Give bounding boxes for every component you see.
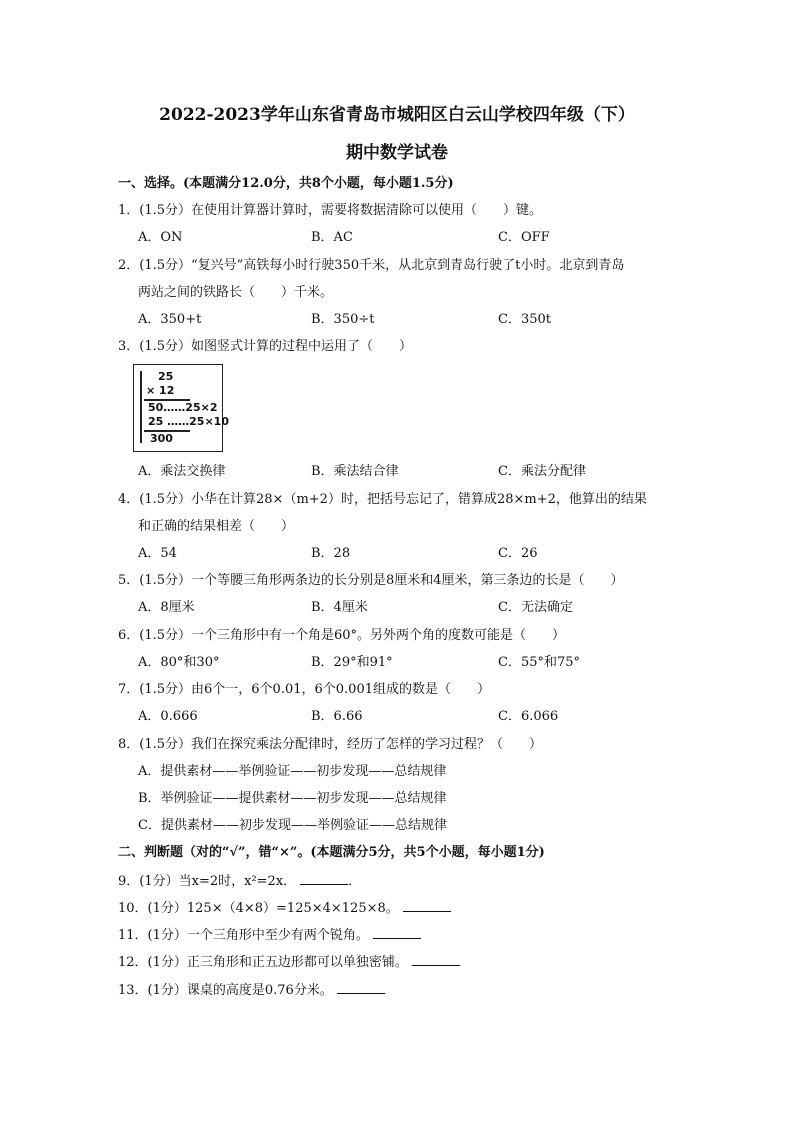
q12-row xyxy=(118,953,460,972)
q2-stem-line-1: 2．(1.5分）“复兴号”高铁每小时行驶350千米，从北京到青岛行驶了t小时。北京到青岛 xyxy=(118,258,625,273)
q2-option-a: A．350+t xyxy=(138,312,202,327)
title-line-2: 期中数学试卷 xyxy=(346,143,448,163)
q1-stem: 1．(1.5分）在使用计算器计算时，需要将数据清除可以使用（ ）键。 xyxy=(118,203,543,218)
q6-option-c: C．55°和75° xyxy=(498,655,581,670)
q13-answer-blank[interactable] xyxy=(337,981,385,994)
q3-stem: 3．(1.5分）如图竖式计算的过程中运用了（ ） xyxy=(118,339,413,354)
q2-option-c: C．350t xyxy=(498,312,551,327)
figure-row-3: 50……25×2 xyxy=(148,401,218,414)
q4-stem-line-1: 4．(1.5分）小华在计算28×（m+2）时，把括号忘记了，错算成28×m+2，他算出的结果 xyxy=(118,492,647,507)
q9-row: 9．(1分）当x=2时，x²=2x． ． xyxy=(118,874,362,889)
q3-option-b: B．乘法结合律 xyxy=(311,464,399,479)
q11-stem: 11．(1分）一个三角形中至少有两个锐角。 xyxy=(118,928,369,943)
q4-stem-line-2: 和正确的结果相差（ ） xyxy=(138,519,295,534)
figure-row-1: 25 xyxy=(158,370,174,383)
q8-option-b: B．举例验证——提供素材——初步发现——总结规律 xyxy=(138,791,447,806)
title-line-1: 2022-2023学年山东省青岛市城阳区白云山学校四年级（下） xyxy=(159,105,635,125)
q5-option-b: B．4厘米 xyxy=(311,600,368,615)
q11-row xyxy=(118,926,421,945)
q7-stem: 7．(1.5分）由6个一，6个0.01，6个0.001组成的数是（ ） xyxy=(118,682,490,697)
q4-option-c: C．26 xyxy=(498,546,538,561)
q11-answer-blank[interactable] xyxy=(373,926,421,939)
q6-option-b: B．29°和91° xyxy=(311,655,393,670)
q7-option-c: C．6.066 xyxy=(498,709,559,724)
q6-stem: 6．(1.5分）一个三角形中有一个角是60°。另外两个角的度数可能是（ ） xyxy=(118,628,566,643)
q12-answer-blank[interactable] xyxy=(412,953,460,966)
q4-option-b: B．28 xyxy=(311,546,351,561)
q13-stem: 13．(1分）课桌的高度是0.76分米。 xyxy=(118,983,333,998)
q5-option-a: A．8厘米 xyxy=(138,600,195,615)
q10-answer-blank[interactable] xyxy=(403,899,451,912)
q13-row xyxy=(118,981,385,1000)
q7-option-b: B．6.66 xyxy=(311,709,363,724)
figure-row-2: × 12 xyxy=(146,384,175,397)
q12-stem: 12．(1分）正三角形和正五边形都可以单独密铺。 xyxy=(118,955,408,970)
q3-option-c: C．乘法分配律 xyxy=(498,464,586,479)
q5-stem: 5．(1.5分）一个等腰三角形两条边的长分别是8厘米和4厘米，第三条边的长是（ ） xyxy=(118,573,624,588)
q8-option-a: A．提供素材——举例验证——初步发现——总结规律 xyxy=(138,764,447,779)
q1-option-b: B．AC xyxy=(311,230,353,245)
q6-option-a: A．80°和30° xyxy=(138,655,220,670)
vertical-multiplication-figure xyxy=(133,364,229,452)
figure-row-4: 25 ……25×10 xyxy=(148,415,229,428)
q10-row xyxy=(118,899,451,918)
q8-option-c: C．提供素材——初步发现——举例验证——总结规律 xyxy=(138,818,447,833)
q1-option-a: A．ON xyxy=(138,230,183,245)
q2-option-b: B．350÷t xyxy=(311,312,375,327)
q2-stem-line-2: 两站之间的铁路长（ ）千米。 xyxy=(138,285,334,300)
q1-option-c: C．OFF xyxy=(498,230,550,245)
figure-row-5: 300 xyxy=(150,432,173,445)
q5-option-c: C．无法确定 xyxy=(498,600,573,615)
q3-option-a: A．乘法交换律 xyxy=(138,464,226,479)
q9-stem: 9．(1分）当x=2时，x²=2x． xyxy=(118,874,297,889)
q9-answer-blank[interactable] xyxy=(300,872,348,885)
q4-option-a: A．54 xyxy=(138,546,177,561)
figure-left-bar xyxy=(140,371,142,443)
q8-stem: 8．(1.5分）我们在探究乘法分配律时，经历了怎样的学习过程？（ ） xyxy=(118,737,543,752)
section-2-heading: 二、判断题（对的“√”，错“×”。(本题满分5分，共5个小题，每小题1分) xyxy=(118,845,545,860)
q10-stem: 10．(1分）125×（4×8）=125×4×125×8。 xyxy=(118,901,399,916)
q7-option-a: A．0.666 xyxy=(138,709,198,724)
section-1-heading: 一、选择。(本题满分12.0分，共8个小题，每小题1.5分) xyxy=(118,176,454,191)
